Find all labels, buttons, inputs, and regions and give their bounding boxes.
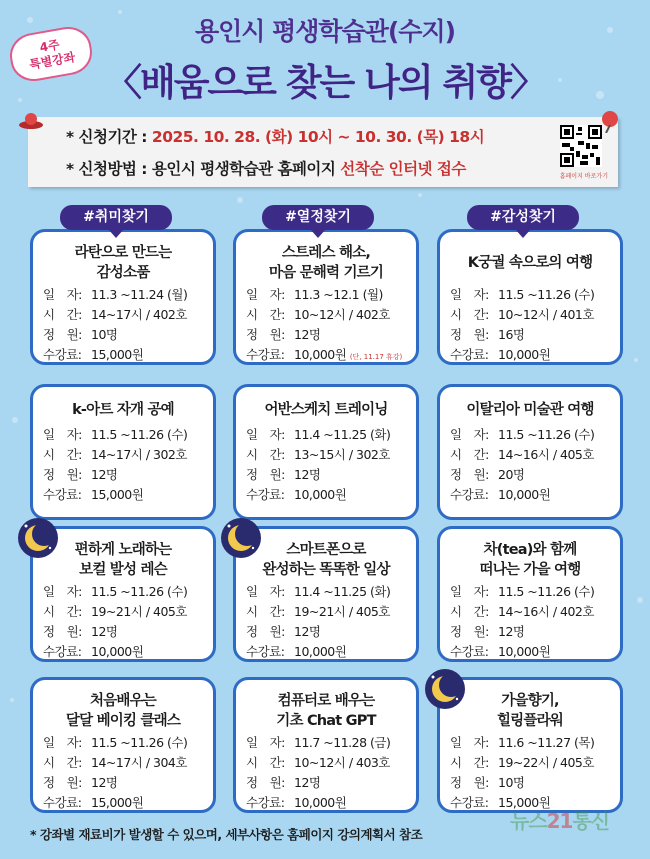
course-capacity [43, 773, 203, 793]
field-value: 10~12시 / 403호 [294, 755, 390, 770]
field-label: 수강료: [450, 487, 489, 502]
field-value: 11.6 ~11.27 (목) [498, 735, 595, 750]
course-title-line: 스마트폰으로 [286, 541, 366, 558]
field-label: 일 자: [246, 584, 285, 599]
course-title [246, 688, 406, 733]
field-value: 11.5 ~11.26 (수) [91, 584, 188, 599]
page-subtitle: 용인시 평생학습관(수지) [194, 17, 456, 46]
application-period [66, 125, 484, 147]
course-title [246, 395, 406, 425]
field-value: 10,000원 [498, 347, 551, 362]
course-title-line: 감성소품 [96, 264, 150, 281]
field-value: 11.3 ~11.24 (월) [91, 287, 188, 302]
course-time [450, 445, 610, 465]
course-card[interactable] [437, 384, 623, 520]
course-time [43, 753, 203, 773]
field-value: 12명 [498, 624, 525, 639]
field-value: 11.5 ~11.26 (수) [91, 427, 188, 442]
field-value: 14~17시 / 402호 [91, 307, 187, 322]
period-value: 2025. 10. 28. (화) 10시 ~ 10. 30. (목) 18시 [151, 128, 485, 146]
period-label: * 신청기간 : [66, 128, 147, 146]
qr-caption: 홈페이지 바로가기 [559, 173, 608, 180]
field-label: 정 원: [246, 775, 285, 790]
page-title: 〈배움으로 찾는 나의 취향〉 [104, 61, 546, 104]
field-label: 수강료: [43, 644, 82, 659]
course-title-line: 컴퓨터로 배우는 [277, 692, 375, 709]
course-fee [450, 642, 610, 662]
field-value: 10~12시 / 402호 [294, 307, 390, 322]
method-label: * 신청방법 : [66, 160, 147, 178]
course-time [246, 305, 406, 325]
course-date [246, 582, 406, 602]
field-label: 정 원: [43, 775, 82, 790]
field-value: 15,000원 [91, 795, 144, 810]
course-title [450, 688, 610, 733]
field-value: 19~21시 / 405호 [294, 604, 390, 619]
field-label: 일 자: [246, 287, 285, 302]
field-value: 15,000원 [498, 795, 551, 810]
field-value: 11.5 ~11.26 (수) [498, 427, 595, 442]
field-label: 시 간: [450, 604, 489, 619]
course-fee [43, 345, 203, 365]
field-label: 수강료: [450, 795, 489, 810]
course-capacity [450, 325, 610, 345]
course-fee [246, 485, 406, 505]
field-value: 10,000원 [91, 644, 144, 659]
field-value: 10명 [91, 327, 118, 342]
field-value: 12명 [91, 624, 118, 639]
field-label: 수강료: [246, 487, 285, 502]
course-title-line: 스트레스 해소, [281, 244, 371, 261]
course-date [43, 425, 203, 445]
course-title-line: 편하게 노래하는 [74, 541, 172, 558]
crescent-moon-icon [219, 516, 263, 560]
course-title-line: 이탈리아 미술관 여행 [466, 402, 594, 418]
field-value: 12명 [294, 624, 321, 639]
course-date [246, 733, 406, 753]
course-card[interactable] [437, 229, 623, 365]
qr-code[interactable] [560, 125, 602, 167]
field-value: 10,000원 [498, 644, 551, 659]
field-label: 정 원: [43, 327, 82, 342]
course-title [43, 688, 203, 733]
field-label: 정 원: [246, 467, 285, 482]
field-label: 정 원: [450, 327, 489, 342]
field-label: 일 자: [246, 427, 285, 442]
course-card[interactable] [437, 526, 623, 662]
field-value: 11.5 ~11.26 (수) [498, 287, 595, 302]
course-title-line: 가을향기, [501, 692, 559, 709]
field-value: 14~17시 / 302호 [91, 447, 187, 462]
course-fee [450, 485, 610, 505]
field-label: 수강료: [43, 347, 82, 362]
course-title-line: 보컬 발성 레슨 [79, 561, 167, 578]
footer-note: * 강좌별 재료비가 발생할 수 있으며, 세부사항은 홈페이지 강의계획서 참조 [30, 827, 423, 842]
course-title [450, 395, 610, 425]
field-value: 11.4 ~11.25 (화) [294, 584, 391, 599]
field-value: 13~15시 / 302호 [294, 447, 390, 462]
field-label: 일 자: [43, 427, 82, 442]
category-tag-sensibility: #감성찾기 [467, 205, 579, 230]
field-value: 19~21시 / 405호 [91, 604, 187, 619]
course-title-line: 떠나는 가을 여행 [479, 561, 581, 578]
field-label: 정 원: [450, 624, 489, 639]
news-watermark [510, 805, 609, 834]
course-date [43, 285, 203, 305]
field-value: 10~12시 / 401호 [498, 307, 594, 322]
field-label: 일 자: [43, 735, 82, 750]
course-title-line: 차(tea)와 함께 [483, 541, 577, 558]
method-value: 용인시 평생학습관 홈페이지 [151, 160, 336, 178]
course-title-line: 완성하는 똑똑한 일상 [262, 561, 390, 578]
crescent-moon-icon [423, 667, 467, 711]
field-value: 11.5 ~11.26 (수) [91, 735, 188, 750]
course-capacity [246, 325, 406, 345]
field-label: 일 자: [43, 584, 82, 599]
field-value: 20명 [498, 467, 525, 482]
watermark-prefix: 뉴스 [510, 809, 547, 833]
field-label: 시 간: [450, 447, 489, 462]
course-date [450, 425, 610, 445]
field-value: 10,000원 [294, 644, 347, 659]
field-label: 시 간: [450, 755, 489, 770]
field-label: 시 간: [246, 307, 285, 322]
course-fee [43, 485, 203, 505]
course-fee [246, 793, 406, 813]
field-label: 수강료: [246, 644, 285, 659]
course-title-line: k-아트 자개 공예 [72, 402, 174, 418]
course-card[interactable] [30, 677, 216, 813]
field-label: 일 자: [450, 287, 489, 302]
field-label: 일 자: [450, 584, 489, 599]
field-label: 수강료: [246, 347, 285, 362]
field-label: 시 간: [246, 447, 285, 462]
field-value: 11.5 ~11.26 (수) [498, 584, 595, 599]
course-title-line: 처음배우는 [89, 692, 157, 709]
course-time [43, 305, 203, 325]
course-card[interactable] [233, 384, 419, 520]
course-title [43, 240, 203, 285]
field-label: 일 자: [43, 287, 82, 302]
course-title-line: 어반스케치 트레이닝 [264, 402, 388, 418]
course-date [450, 582, 610, 602]
field-value: 10,000원 [498, 487, 551, 502]
course-title [450, 537, 610, 582]
course-title [43, 537, 203, 582]
field-label: 정 원: [246, 327, 285, 342]
course-title [450, 240, 610, 285]
field-value: 16명 [498, 327, 525, 342]
field-value: 11.3 ~12.1 (월) [294, 287, 383, 302]
course-title-line: 라탄으로 만드는 [74, 244, 172, 261]
course-capacity [246, 773, 406, 793]
field-label: 정 원: [450, 467, 489, 482]
field-label: 정 원: [43, 624, 82, 639]
course-title [246, 537, 406, 582]
course-title-line: 기초 Chat GPT [276, 712, 376, 729]
course-capacity [450, 622, 610, 642]
field-label: 수강료: [450, 644, 489, 659]
field-label: 시 간: [43, 307, 82, 322]
field-label: 정 원: [450, 775, 489, 790]
field-value: 10,000원 [294, 795, 347, 810]
field-label: 정 원: [43, 467, 82, 482]
course-title [246, 240, 406, 285]
course-time [43, 602, 203, 622]
field-value: 10,000원 [294, 347, 347, 362]
field-value: 19~22시 / 405호 [498, 755, 594, 770]
course-date [246, 425, 406, 445]
field-label: 시 간: [246, 755, 285, 770]
field-label: 시 간: [43, 755, 82, 770]
course-time [450, 305, 610, 325]
watermark-number: 21 [546, 809, 573, 833]
course-capacity [43, 622, 203, 642]
field-label: 시 간: [246, 604, 285, 619]
course-fee [43, 793, 203, 813]
pushpin-icon [16, 111, 46, 131]
field-label: 시 간: [43, 447, 82, 462]
field-value: 10,000원 [294, 487, 347, 502]
course-fee [246, 345, 406, 365]
course-card[interactable] [30, 384, 216, 520]
field-value: 12명 [294, 327, 321, 342]
field-label: 수강료: [246, 795, 285, 810]
field-label: 일 자: [450, 735, 489, 750]
course-time [450, 602, 610, 622]
course-capacity [450, 465, 610, 485]
field-label: 수강료: [450, 347, 489, 362]
course-title-line: 달달 베이킹 클래스 [65, 712, 181, 729]
course-time [43, 445, 203, 465]
course-card[interactable] [30, 229, 216, 365]
course-title [43, 395, 203, 425]
application-info-box [28, 117, 618, 187]
field-value: 15,000원 [91, 487, 144, 502]
course-time [246, 445, 406, 465]
field-value: 15,000원 [91, 347, 144, 362]
category-tag-passion: #열정찾기 [262, 205, 374, 230]
course-date [450, 733, 610, 753]
field-value: 10명 [498, 775, 525, 790]
method-highlight: 선착순 인터넷 접수 [340, 160, 466, 178]
course-fee [246, 642, 406, 662]
course-card[interactable] [233, 229, 419, 365]
watermark-suffix: 통신 [572, 809, 610, 833]
field-value: 14~16시 / 405호 [498, 447, 594, 462]
course-capacity [450, 773, 610, 793]
course-date [43, 733, 203, 753]
field-value: 12명 [91, 775, 118, 790]
field-value: 12명 [91, 467, 118, 482]
course-card[interactable] [233, 677, 419, 813]
field-value: 11.4 ~11.25 (화) [294, 427, 391, 442]
field-value: 14~17시 / 304호 [91, 755, 187, 770]
badge-label: 특별강좌 [28, 49, 77, 72]
course-title-line: K궁궐 속으로의 여행 [467, 254, 593, 271]
badge-weeks: 4주 [38, 37, 61, 55]
field-value: 14~16시 / 402호 [498, 604, 594, 619]
field-label: 일 자: [450, 427, 489, 442]
course-capacity [246, 622, 406, 642]
course-title-line: 힐링플라워 [496, 712, 564, 729]
field-label: 수강료: [43, 487, 82, 502]
field-value: 11.7 ~11.28 (금) [294, 735, 391, 750]
course-date [43, 582, 203, 602]
course-time [450, 753, 610, 773]
course-fee [450, 345, 610, 365]
category-tag-hobby: #취미찾기 [60, 205, 172, 230]
course-date [246, 285, 406, 305]
course-capacity [43, 325, 203, 345]
field-label: 시 간: [43, 604, 82, 619]
holiday-note: (단, 11.17 휴강) [349, 353, 403, 361]
field-label: 수강료: [43, 795, 82, 810]
field-label: 시 간: [450, 307, 489, 322]
course-capacity [246, 465, 406, 485]
course-capacity [43, 465, 203, 485]
field-value: 12명 [294, 467, 321, 482]
course-date [450, 285, 610, 305]
field-value: 12명 [294, 775, 321, 790]
crescent-moon-icon [16, 516, 60, 560]
course-time [246, 753, 406, 773]
course-time [246, 602, 406, 622]
field-label: 일 자: [246, 735, 285, 750]
field-label: 정 원: [246, 624, 285, 639]
course-title-line: 마음 문해력 기르기 [268, 264, 384, 281]
application-method [66, 157, 466, 179]
course-fee [43, 642, 203, 662]
